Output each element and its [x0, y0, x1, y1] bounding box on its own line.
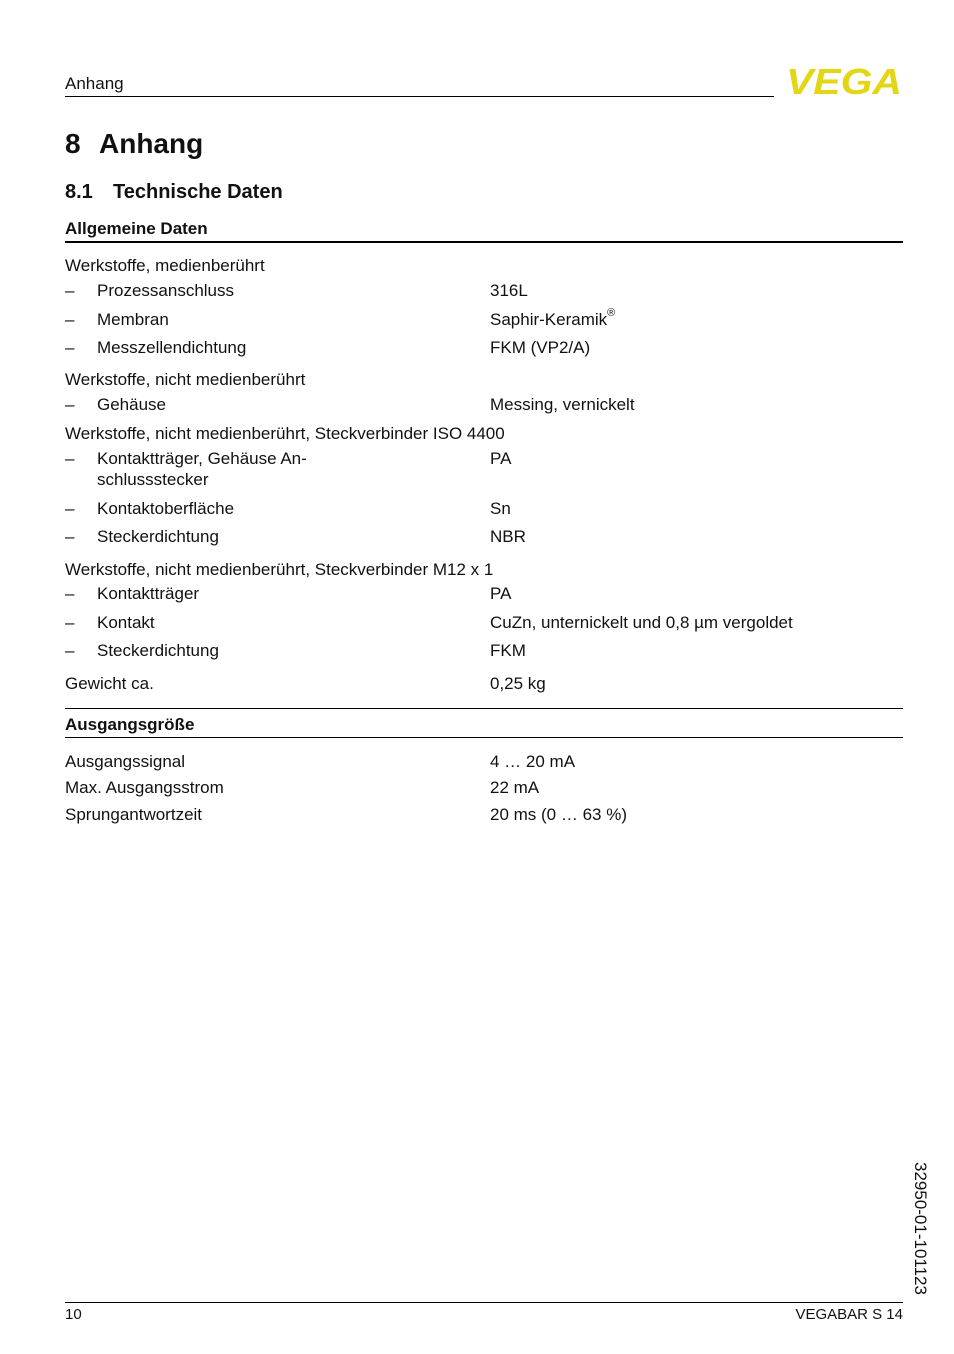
list-dash: – [65, 338, 75, 357]
row-value: 4 … 20 mA [490, 752, 576, 771]
row-label: Max. Ausgangsstrom [65, 778, 224, 797]
output-heading: Ausgangsgröße [65, 715, 195, 734]
row-value: 22 mA [490, 778, 540, 797]
chapter-number: 8 [65, 128, 81, 159]
weight-value: 0,25 kg [490, 674, 546, 693]
row-value: FKM [490, 641, 526, 660]
row-label: Messzellendichtung [97, 338, 247, 357]
product-name: VEGABAR S 14 [795, 1306, 903, 1323]
list-dash: – [65, 641, 75, 660]
page-number: 10 [65, 1306, 82, 1323]
vega-logo [786, 64, 904, 98]
group-title: Werkstoffe, nicht medienberührt [65, 370, 306, 389]
row-value-text: Saphir-Keramik [490, 310, 608, 329]
row-value: 20 ms (0 … 63 %) [490, 805, 627, 824]
row-label: Gehäuse [97, 395, 166, 414]
list-dash: – [65, 449, 75, 468]
row-value [490, 309, 615, 330]
row-value: Sn [490, 499, 511, 518]
row-value: CuZn, unternickelt und 0,8 µm vergoldet [490, 613, 793, 632]
logo-text: VEGA [786, 64, 902, 98]
list-dash: – [65, 499, 75, 518]
section-heading [65, 181, 283, 204]
row-label: Membran [97, 310, 169, 329]
list-dash: – [65, 310, 75, 329]
row-value: FKM (VP2/A) [490, 338, 591, 357]
chapter-heading [65, 128, 203, 160]
row-label: Steckerdichtung [97, 527, 219, 546]
row-value: 316L [490, 281, 528, 300]
row-value: PA [490, 449, 512, 468]
section-title: Technische Daten [113, 181, 283, 203]
row-label: Kontakt [97, 613, 155, 632]
row-label: Steckerdichtung [97, 641, 219, 660]
output-heading-rule [65, 737, 903, 738]
list-dash: – [65, 395, 75, 414]
group-title: Werkstoffe, nicht medienberührt, Steckverbinder M12 x 1 [65, 560, 494, 579]
row-label: Kontaktoberfläche [97, 499, 235, 518]
group-title: Werkstoffe, medienberührt [65, 256, 265, 275]
chapter-title: Anhang [99, 128, 204, 159]
row-label-continued: schlussstecker [97, 470, 209, 489]
general-heading: Allgemeine Daten [65, 219, 208, 238]
list-dash: – [65, 527, 75, 546]
row-label: Ausgangssignal [65, 752, 186, 771]
row-value: NBR [490, 527, 526, 546]
running-header: Anhang [65, 74, 124, 93]
general-heading-rule [65, 241, 903, 243]
list-dash: – [65, 281, 75, 300]
section-number: 8.1 [65, 181, 93, 203]
list-dash: – [65, 613, 75, 632]
row-label: Kontaktträger [97, 584, 200, 603]
output-top-rule [65, 708, 903, 709]
row-label: Sprungantwortzeit [65, 805, 203, 824]
side-document-number: 32950-01-101123 [911, 1162, 930, 1295]
row-value: Messing, vernickelt [490, 395, 635, 414]
row-label: Kontaktträger, Gehäuse An- [97, 449, 307, 468]
registered-mark: ® [607, 307, 616, 320]
row-value: PA [490, 584, 512, 603]
list-dash: – [65, 584, 75, 603]
weight-label: Gewicht ca. [65, 674, 154, 693]
row-label: Prozessanschluss [97, 281, 235, 300]
footer-rule [65, 1302, 903, 1303]
header-rule [65, 96, 774, 97]
group-title: Werkstoffe, nicht medienberührt, Steckverbinder ISO 4400 [65, 424, 505, 443]
